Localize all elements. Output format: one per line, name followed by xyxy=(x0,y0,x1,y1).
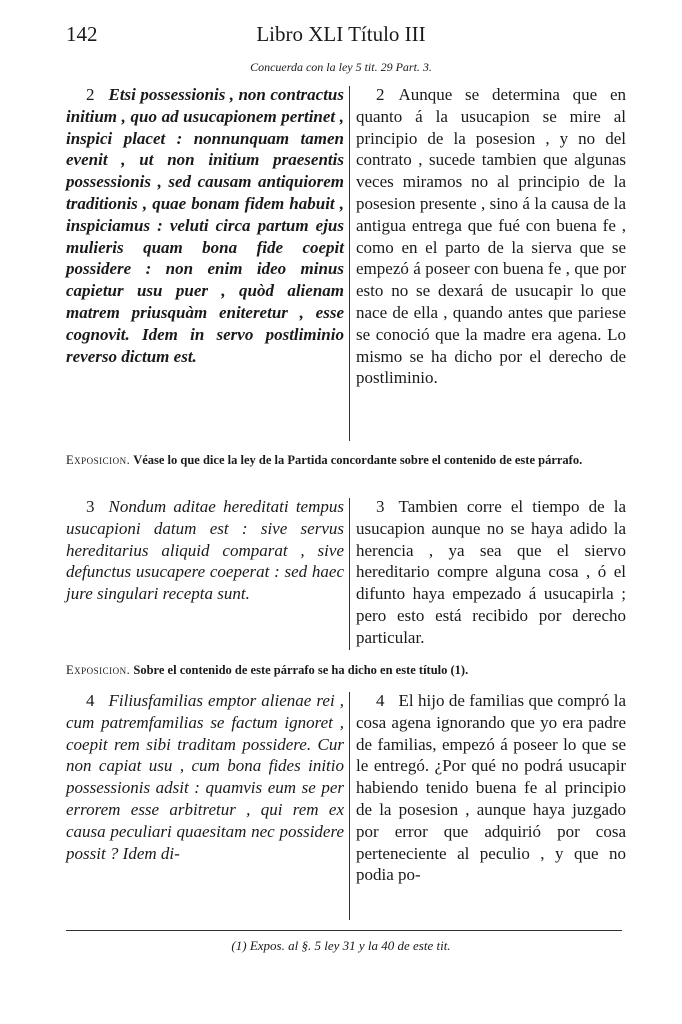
column-divider xyxy=(349,498,350,650)
latin-text xyxy=(66,496,344,605)
section-number: 4 xyxy=(376,691,385,710)
spanish-text xyxy=(356,84,626,389)
exposition-2 xyxy=(66,662,622,679)
footnote-rule xyxy=(66,930,622,931)
section-number: 3 xyxy=(86,497,95,516)
latin-text xyxy=(66,690,344,864)
concordance-note: Concuerda con la ley 5 tit. 29 Part. 3. xyxy=(250,60,432,74)
spanish-body: Tambien corre el tiempo de la usucapion aunque no se haya adido la herencia , ya sea que el siervo hereditario compre alguna cosa , ó el difunto haya empezado á usucapirla ; pero esto está recibido por derecho particular. xyxy=(356,497,626,647)
section-number: 2 xyxy=(376,85,385,104)
latin-body: Filiusfamilias emptor alienae rei , cum patremfamilias se factum ignoret , coepit rem sibi traditam possidere. Cur non capiat usu , cum bona fides initio possessionis adsit : quamvis eum se per errorem esse arbitretur , qui rem ex causa peculiari quaesitam nec possidere possit ? Idem di- xyxy=(66,691,344,863)
latin-body: Nondum aditae hereditati tempus usucapioni datum est : sive servus hereditarius aliquid comparat , sive defunctus usucapere coeperat : sed haec jure singulari recepta sunt. xyxy=(66,497,344,604)
latin-body: Etsi possessionis , non contractus initium , quo ad usucapionem pertinet , inspici placet : nonnunquam tamen evenit , ut non initium praesentis possessionis , sed causam antiquiorem traditionis , quae bonam fidem habuit , inspiciamus : veluti circa partum ejus mulieris quam bona fide coepit possidere : non enim ideo minus capietur usu puer , quòd alienam matrem priusquàm eniteretur , esse cognovit. Idem in servo postliminio reverso dictum est. xyxy=(66,85,344,366)
exposition-label: Exposicion. xyxy=(66,453,131,467)
section-2 xyxy=(66,84,626,444)
column-divider xyxy=(349,692,350,920)
exposition-1 xyxy=(66,452,622,469)
latin-text xyxy=(66,84,344,367)
exposition-label: Exposicion. xyxy=(66,663,131,677)
exposition-text: Véase lo que dice la ley de la Partida concordante sobre el contenido de este párrafo. xyxy=(133,453,583,467)
running-head: Libro XLI Título III xyxy=(256,22,426,46)
column-divider xyxy=(349,86,350,441)
spanish-body: Aunque se determina que en quanto á la usucapion se mire al principio de la posesion , y no del contrato , sucede tambien que algunas veces miramos no al principio de la posesion presente , sino á la causa de la antigua entrega que fué con buena fe , como en el parto de la sierva que se empezó á poseer con buena fe , que por esto no se dexará de usucapir lo que nace de ella , quando antes que pariese se conoció que la madre era agena. Lo mismo se ha dicho por el derecho de postliminio. xyxy=(356,85,626,388)
exposition-text: Sobre el contenido de este párrafo se ha dicho en este título (1). xyxy=(133,663,469,677)
spanish-text xyxy=(356,496,626,649)
footnote: (1) Expos. al §. 5 ley 31 y la 40 de este tit. xyxy=(231,938,451,953)
spanish-text xyxy=(356,690,626,886)
section-number: 3 xyxy=(376,497,385,516)
page-number: 142 xyxy=(66,22,98,46)
section-number: 4 xyxy=(86,691,95,710)
spanish-body: El hijo de familias que compró la cosa agena ignorando que yo era padre de familias, empezó á poseer lo que se le entregó. ¿Por qué no podrá usucapir habiendo tenido buena fe al principio de la posesion , aunque haya juzgado por error que adquirió por cosa perteneciente al peculio , y que no podia po- xyxy=(356,691,626,885)
section-4 xyxy=(66,690,626,922)
section-3 xyxy=(66,496,626,656)
section-number: 2 xyxy=(86,85,95,104)
